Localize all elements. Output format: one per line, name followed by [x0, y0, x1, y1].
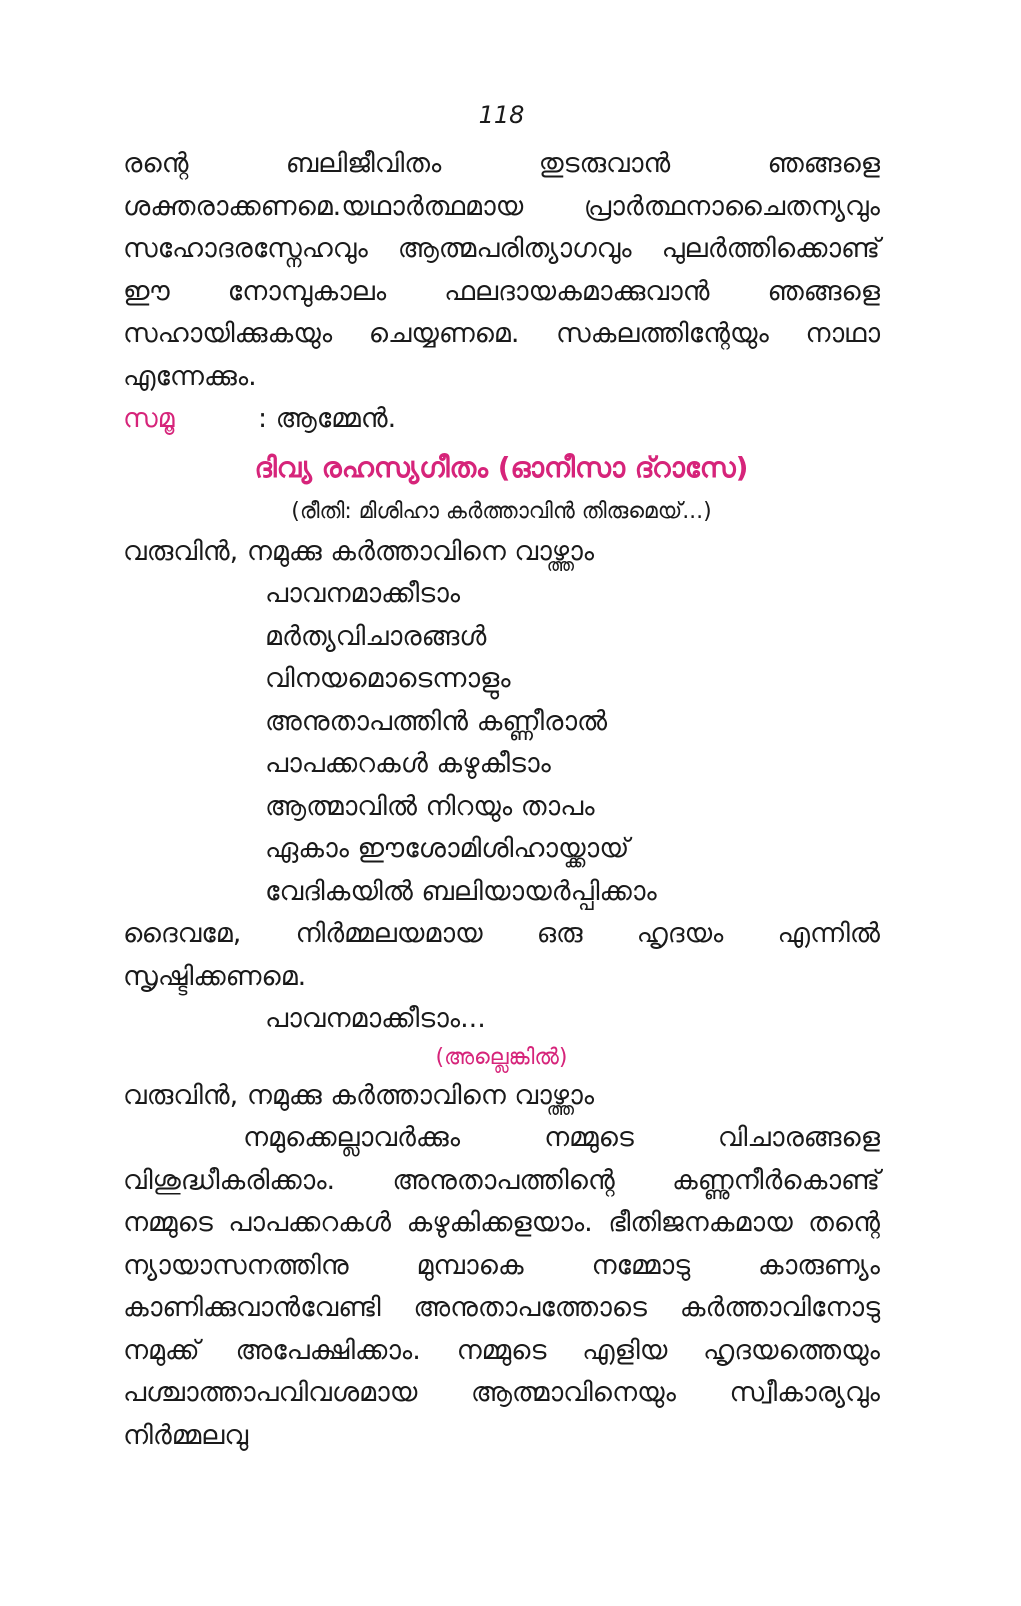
hymn-line: വേദികയിൽ ബലിയായർപ്പിക്കാം — [265, 875, 657, 907]
hymn-refrain: പാവനമാക്കീടാം... — [265, 1003, 486, 1034]
hymn-verse: ദൈവമേ, നിർമ്മലയമായ ഒരു ഹൃദയം എന്നിൽ സൃഷ്ടിക്കണമെ. — [123, 918, 880, 992]
hymn-line: പാപക്കറകൾ കഴുകീടാം — [265, 748, 551, 779]
hymn-first-line: വരുവിൻ, നമുക്കു കർത്താവിനെ വാഴ്ത്താം — [123, 535, 595, 567]
hymn-line: വിനയമൊടെന്നാളും — [265, 663, 511, 694]
response-text: : ആമ്മേൻ. — [258, 403, 397, 434]
hymn-line: മർത്യവിചാരങ്ങൾ — [265, 620, 487, 652]
hymn-line: ഏകാം ഈശോമിശിഹായ്ക്കായ് — [265, 833, 630, 864]
alternate-paragraph: നമുക്കെല്ലാവർക്കും നമ്മുടെ വിചാരങ്ങളെ വിശുദ്ധീകരിക്കാം. അനുതാപത്തിന്റെ കണ്ണുനീർകൊണ്ട് നമ്മുടെ പാപക്കറകൾ കഴുകിക്കളയാം. ഭീതിജനകമായ തന്റെ ന്യായാസനത്തിനു മുമ്പാകെ നമ്മോടു കാരുണ്യം കാണിക്കുവാൻവേണ്ടി അനുതാപത്തോടെ കർത്താവിനോടു നമുക്ക് അപേക്ഷിക്കാം. നമ്മുടെ എളിയ ഹൃദയത്തെയും പശ്ചാത്താപവിവശമായ ആത്മാവിനെയും സ്വീകാര്യവും നിർമ്മലവു — [123, 1122, 880, 1451]
prayer-paragraph: രന്റെ ബലിജീവിതം തുടരുവാൻ ഞങ്ങളെ ശക്തരാക്കണമെ.യഥാർത്ഥമായ പ്രാർത്ഥനാചൈതന്യവും സഹോദരസ്നേഹവും ആത്മപരിത്യാഗവും പുലർത്തിക്കൊണ്ട് ഈ നോമ്പുകാലം ഫലദായകമാക്കുവാൻ ഞങ്ങളെ സഹായിക്കുകയും ചെയ്യണമെ. സകലത്തിന്റേയും നാഥാ എന്നേക്കും. — [123, 148, 880, 392]
hymn-title: ദിവ്യ രഹസ്യഗീതം (ഓനീസാ ദ്റാസേ) — [254, 450, 749, 484]
hymn-line: പാവനമാക്കീടാം — [265, 578, 461, 609]
hymn-line: ആത്മാവിൽ നിറയും താപം — [265, 790, 595, 822]
congregation-response — [123, 398, 880, 441]
hymn-line: അനുതാപത്തിൻ കണ്ണീരാൽ — [265, 705, 608, 737]
page-content — [123, 95, 880, 1457]
page-number: 118 — [478, 101, 525, 129]
hymn-tune: (രീതി: മിശിഹാ കർത്താവിൻ തിരുമെയ്...) — [291, 498, 712, 524]
response-speaker: സമൂ — [123, 403, 175, 434]
or-note: (അല്ലെങ്കിൽ) — [435, 1044, 568, 1070]
alternate-first-line: വരുവിൻ, നമുക്കു കർത്താവിനെ വാഴ്ത്താം — [123, 1079, 595, 1111]
